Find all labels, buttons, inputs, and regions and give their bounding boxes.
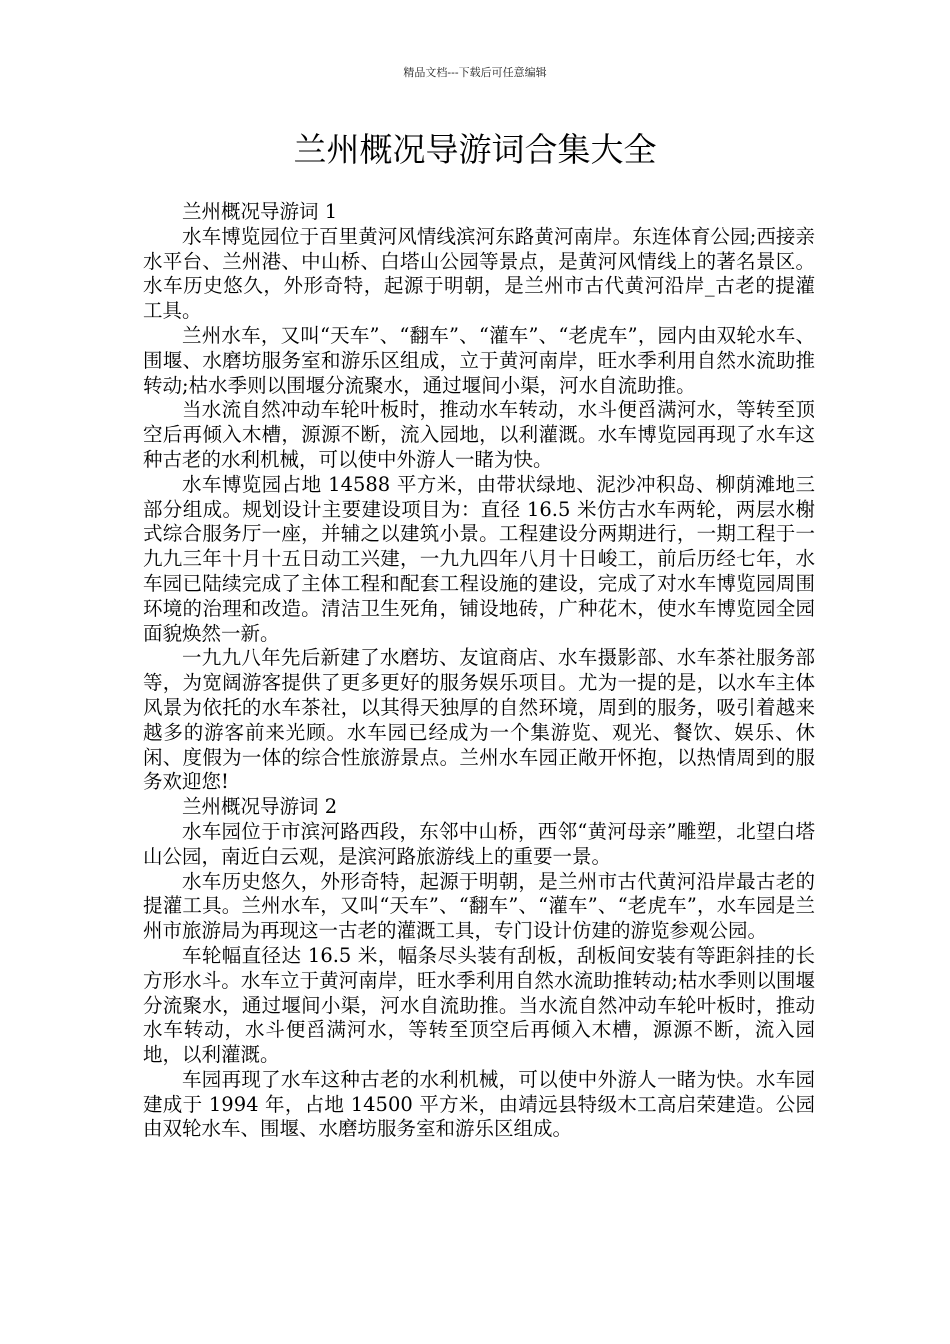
paragraph: 当水流自然冲动车轮叶板时，推动水车转动，水斗便舀满河水，等转至顶空后再倾入木槽，源源不断，流入园地，以利灌溉。水车博览园再现了水车这种古老的水利机械，可以使中外游人一睹为快。	[143, 398, 815, 471]
section-heading: 兰州概况导游词 1	[182, 200, 338, 223]
header-note: 精品文档---下载后可任意编辑	[403, 66, 547, 79]
paragraph: 水车博览园占地 14588 平方米，由带状绿地、泥沙冲积岛、柳荫滩地三部分组成。规划设计主要建设项目为：直径 16.5 米仿古水车两轮，两层水榭式综合服务厅一座，并辅之以建筑小景。工程建设分两期进行，一期工程于一九九三年十月十五日动工兴建，一九九四年八月十日峻工，前后历经七年，水车园已陆续完成了主体工程和配套工程设施的建设，完成了对水车博览园周围环境的治理和改造。清洁卫生死角，铺设地砖，广种花木，使水车博览园全园面貌焕然一新。	[143, 472, 815, 645]
page-title: 兰州概况导游词合集大全	[293, 130, 657, 169]
paragraph: 一九九八年先后新建了水磨坊、友谊商店、水车摄影部、水车茶社服务部等，为宽阔游客提供了更多更好的服务娱乐项目。尤为一提的是，以水车主体风景为依托的水车茶社，以其得天独厚的自然环境，周到的服务，吸引着越来越多的游客前来光顾。水车园已经成为一个集游览、观光、餐饮、娱乐、休闲、度假为一体的综合性旅游景点。兰州水车园正敞开怀抱，以热情周到的服务欢迎您!	[143, 646, 815, 794]
paragraph: 车园再现了水车这种古老的水利机械，可以使中外游人一睹为快。水车园建成于 1994 年，占地 14500 平方米，由靖远县特级木工高启荣建造。公园由双轮水车、围堰、水磨坊服务室和游乐区组成。	[143, 1067, 815, 1141]
paragraph: 水车历史悠久，外形奇特，起源于明朝，是兰州市古代黄河沿岸最古老的提灌工具。兰州水车，又叫“天车”、“翻车”、“灌车”、“老虎车”，水车园是兰州市旅游局为再现这一古老的灌溉工具，专门设计仿建的游览参观公园。	[143, 869, 815, 943]
section-heading: 兰州概况导游词 2	[182, 795, 338, 819]
paragraph: 车轮幅直径达 16.5 米，幅条尽头装有刮板，刮板间安装有等距斜挂的长方形水斗。水车立于黄河南岸，旺水季利用自然水流助推转动;枯水季则以围堰分流聚水，通过堰间小渠，河水自流助推。当水流自然冲动车轮叶板时，推动水车转动，水斗便舀满河水，等转至顶空后再倾入木槽，源源不断，流入园地，以利灌溉。	[143, 943, 815, 1067]
paragraph: 水车园位于市滨河路西段，东邻中山桥，西邻“黄河母亲”雕塑，北望白塔山公园，南近白云观，是滨河路旅游线上的重要一景。	[143, 819, 815, 868]
document-body	[143, 200, 815, 1142]
paragraph: 兰州水车，又叫“天车”、“翻车”、“灌车”、“老虎车”，园内由双轮水车、围堰、水磨坊服务室和游乐区组成，立于黄河南岸，旺水季利用自然水流助推转动;枯水季则以围堰分流聚水，通过堰间小渠，河水自流助推。	[143, 323, 815, 397]
paragraph: 水车博览园位于百里黄河风情线滨河东路黄河南岸。东连体育公园;西接亲水平台、兰州港、中山桥、白塔山公园等景点，是黄河风情线上的著名景区。水车历史悠久，外形奇特，起源于明朝，是兰州市古代黄河沿岸_古老的提灌工具。	[143, 224, 815, 323]
